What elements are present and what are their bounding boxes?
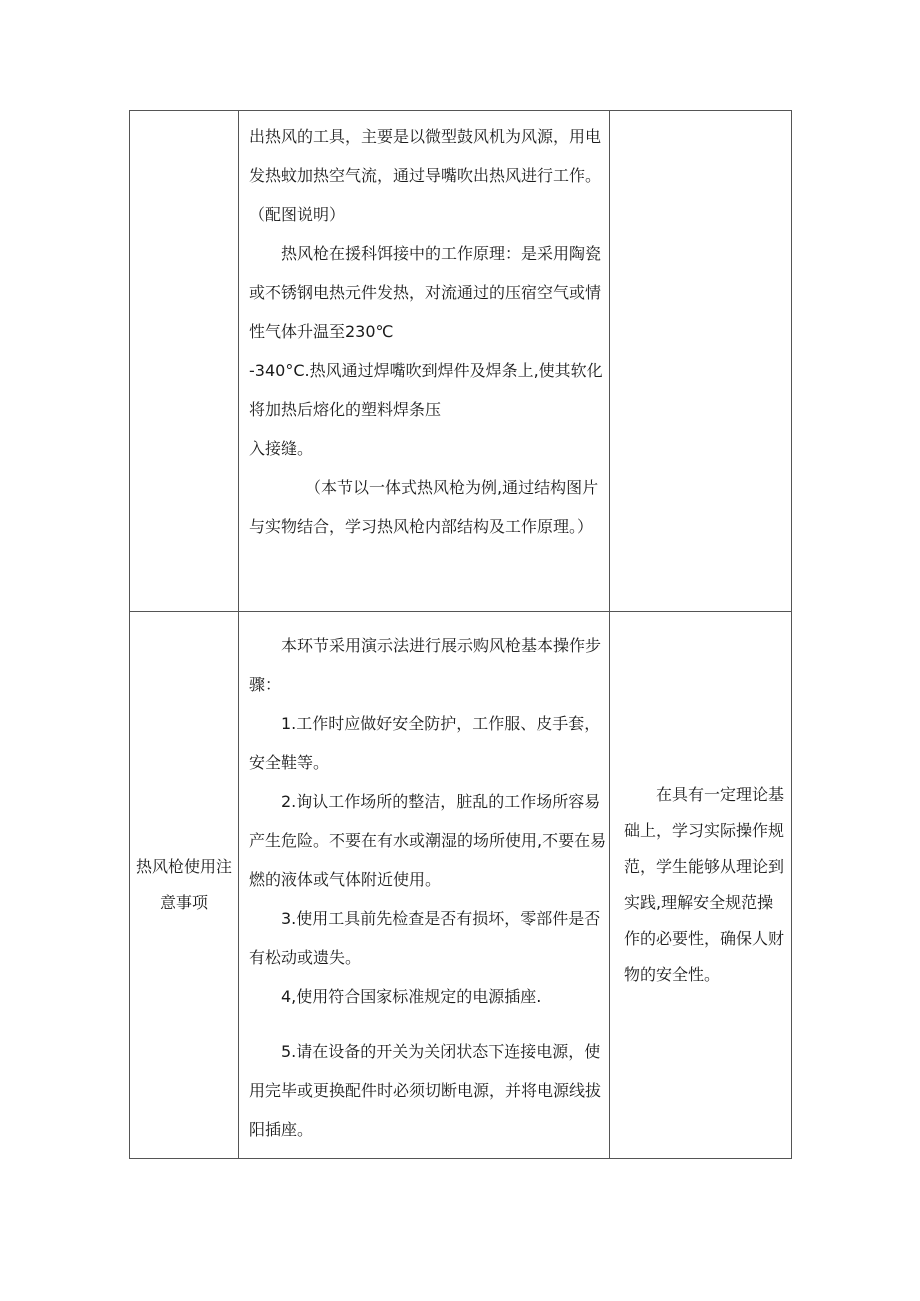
- lesson-plan-table: [129, 110, 792, 1159]
- content-paragraph: 入接缝。: [249, 439, 314, 458]
- table-row: [130, 612, 792, 1159]
- topic-cell: [130, 612, 239, 1159]
- topic-text: 热风枪使用注意事项: [135, 857, 232, 912]
- content-cell: [239, 612, 610, 1159]
- table-row: [130, 111, 792, 612]
- objective-text: [610, 777, 791, 993]
- content-paragraph: （本节以一体式热风枪为例,通过结构图片与实物结合，学习热风枪内部结构及工作原理。）: [249, 478, 599, 536]
- step-item: 2.询认工作场所的整洁，脏乱的工作场所容易产生危险。不要在有水或潮湿的场所使用,不要在易燃的液体或气体附近使用。: [249, 792, 607, 889]
- content-cell: [239, 111, 610, 612]
- step-item: 1.工作时应做好安全防护，工作服、皮手套，安全鞋等。: [249, 714, 601, 772]
- topic-cell: [130, 111, 239, 612]
- step-item: 3.使用工具前先检查是否有损坏，零部件是否有松动或遗失。: [249, 909, 601, 967]
- objective-paragraph: 在具有一定理论基础上，学习实际操作规范，学生能够从理论到实践,理解安全规范操作的必要性，确保人财物的安全性。: [624, 785, 785, 984]
- objective-cell: [610, 612, 792, 1159]
- step-item: 5.请在设备的开关为关闭状态下连接电源，使用完毕或更换配件时必须切断电源，并将电源线拔阳插座。: [249, 1042, 602, 1139]
- content-paragraph: 热风枪在援科饵接中的工作原理：是采用陶瓷或不锈钢电热元件发热，对流通过的压宿空气或情性气体升温至230℃: [249, 244, 602, 341]
- content-paragraph: 出热风的工具，主要是以微型鼓风机为风源，用电发热蚊加热空气流，通过导嘴吹出热风进行工作。（配图说明）: [249, 127, 602, 224]
- intro-paragraph: 本环节采用演示法进行展示购风枪基本操作步骤：: [249, 636, 602, 694]
- objective-cell: [610, 111, 792, 612]
- content-paragraph: -340°C.热风通过焊嘴吹到焊件及焊条上,使其软化将加热后熔化的塑料焊条压: [249, 361, 603, 419]
- step-item: 4,使用符合国家标准规定的电源插座.: [281, 987, 542, 1006]
